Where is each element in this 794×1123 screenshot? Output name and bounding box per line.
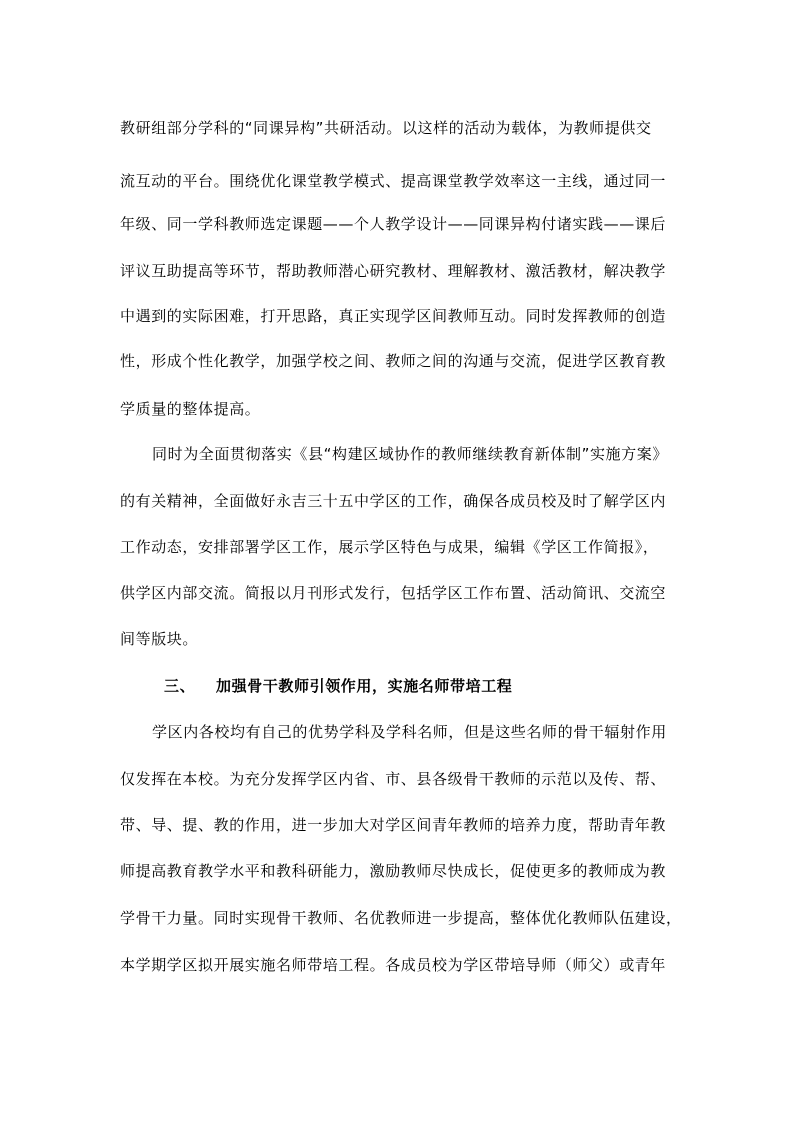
paragraph-2-line-3: 工作动态，安排部署学区工作，展示学区特色与成果，编辑《学区工作简报》，: [120, 538, 659, 556]
paragraph-3-line-5: 学骨干力量。同时实现骨干教师、名优教师进一步提高，整体优化教师队伍建设，: [120, 909, 682, 927]
paragraph-1-line-1: 教研组部分学科的“同课异构”共研活动。以这样的活动为载体，为教师提供交: [120, 119, 652, 137]
paragraph-1-line-5: 中遇到的实际困难，打开思路，真正实现学区间教师互动。同时发挥教师的创造: [120, 307, 667, 325]
paragraph-2-line-2: 的有关精神，全面做好永吉三十五中学区的工作，确保各成员校及时了解学区内: [120, 492, 667, 510]
paragraph-3-line-2: 仅发挥在本校。为充分发挥学区内省、市、县各级骨干教师的示范以及传、帮、: [120, 770, 667, 788]
paragraph-2-line-1: 同时为全面贯彻落实《县“构建区域协作的教师继续教育新体制”实施方案》: [152, 445, 668, 463]
paragraph-2-line-4: 供学区内部交流。简报以月刊形式发行，包括学区工作布置、活动简讯、交流空: [120, 584, 667, 602]
paragraph-1-line-4: 评议互助提高等环节，帮助教师潜心研究教材、理解教材、激活教材，解决教学: [120, 262, 667, 280]
paragraph-3-line-4: 师提高教育教学水平和教科研能力，激励教师尽快成长，促使更多的教师成为教: [120, 862, 667, 880]
paragraph-1-line-3: 年级、同一学科教师选定课题——个人教学设计——同课异构付诸实践——课后: [120, 215, 667, 233]
section-heading: [120, 676, 676, 696]
paragraph-3-line-6: 本学期学区拟开展实施名师带培工程。各成员校为学区带培导师（师父）或青年: [120, 956, 667, 974]
paragraph-1-line-6: 性，形成个性化教学，加强学校之间、教师之间的沟通与交流，促进学区教育教: [120, 352, 667, 370]
paragraph-3-line-1: 学区内各校均有自己的优势学科及学科名师，但是这些名师的骨干辐射作用: [152, 723, 667, 741]
paragraph-1-line-7: 学质量的整体提高。: [120, 400, 261, 418]
paragraph-1-line-2: 流互动的平台。围绕优化课堂教学模式、提高课堂教学效率这一主线，通过同一: [120, 172, 667, 190]
section-number: 三、: [164, 677, 196, 695]
paragraph-3-line-3: 带、导、提、教的作用，进一步加大对学区间青年教师的培养力度，帮助青年教: [120, 816, 667, 834]
paragraph-2-line-5: 间等版块。: [120, 630, 199, 648]
section-title: 加强骨干教师引领作用，实施名师带培工程: [216, 677, 513, 695]
